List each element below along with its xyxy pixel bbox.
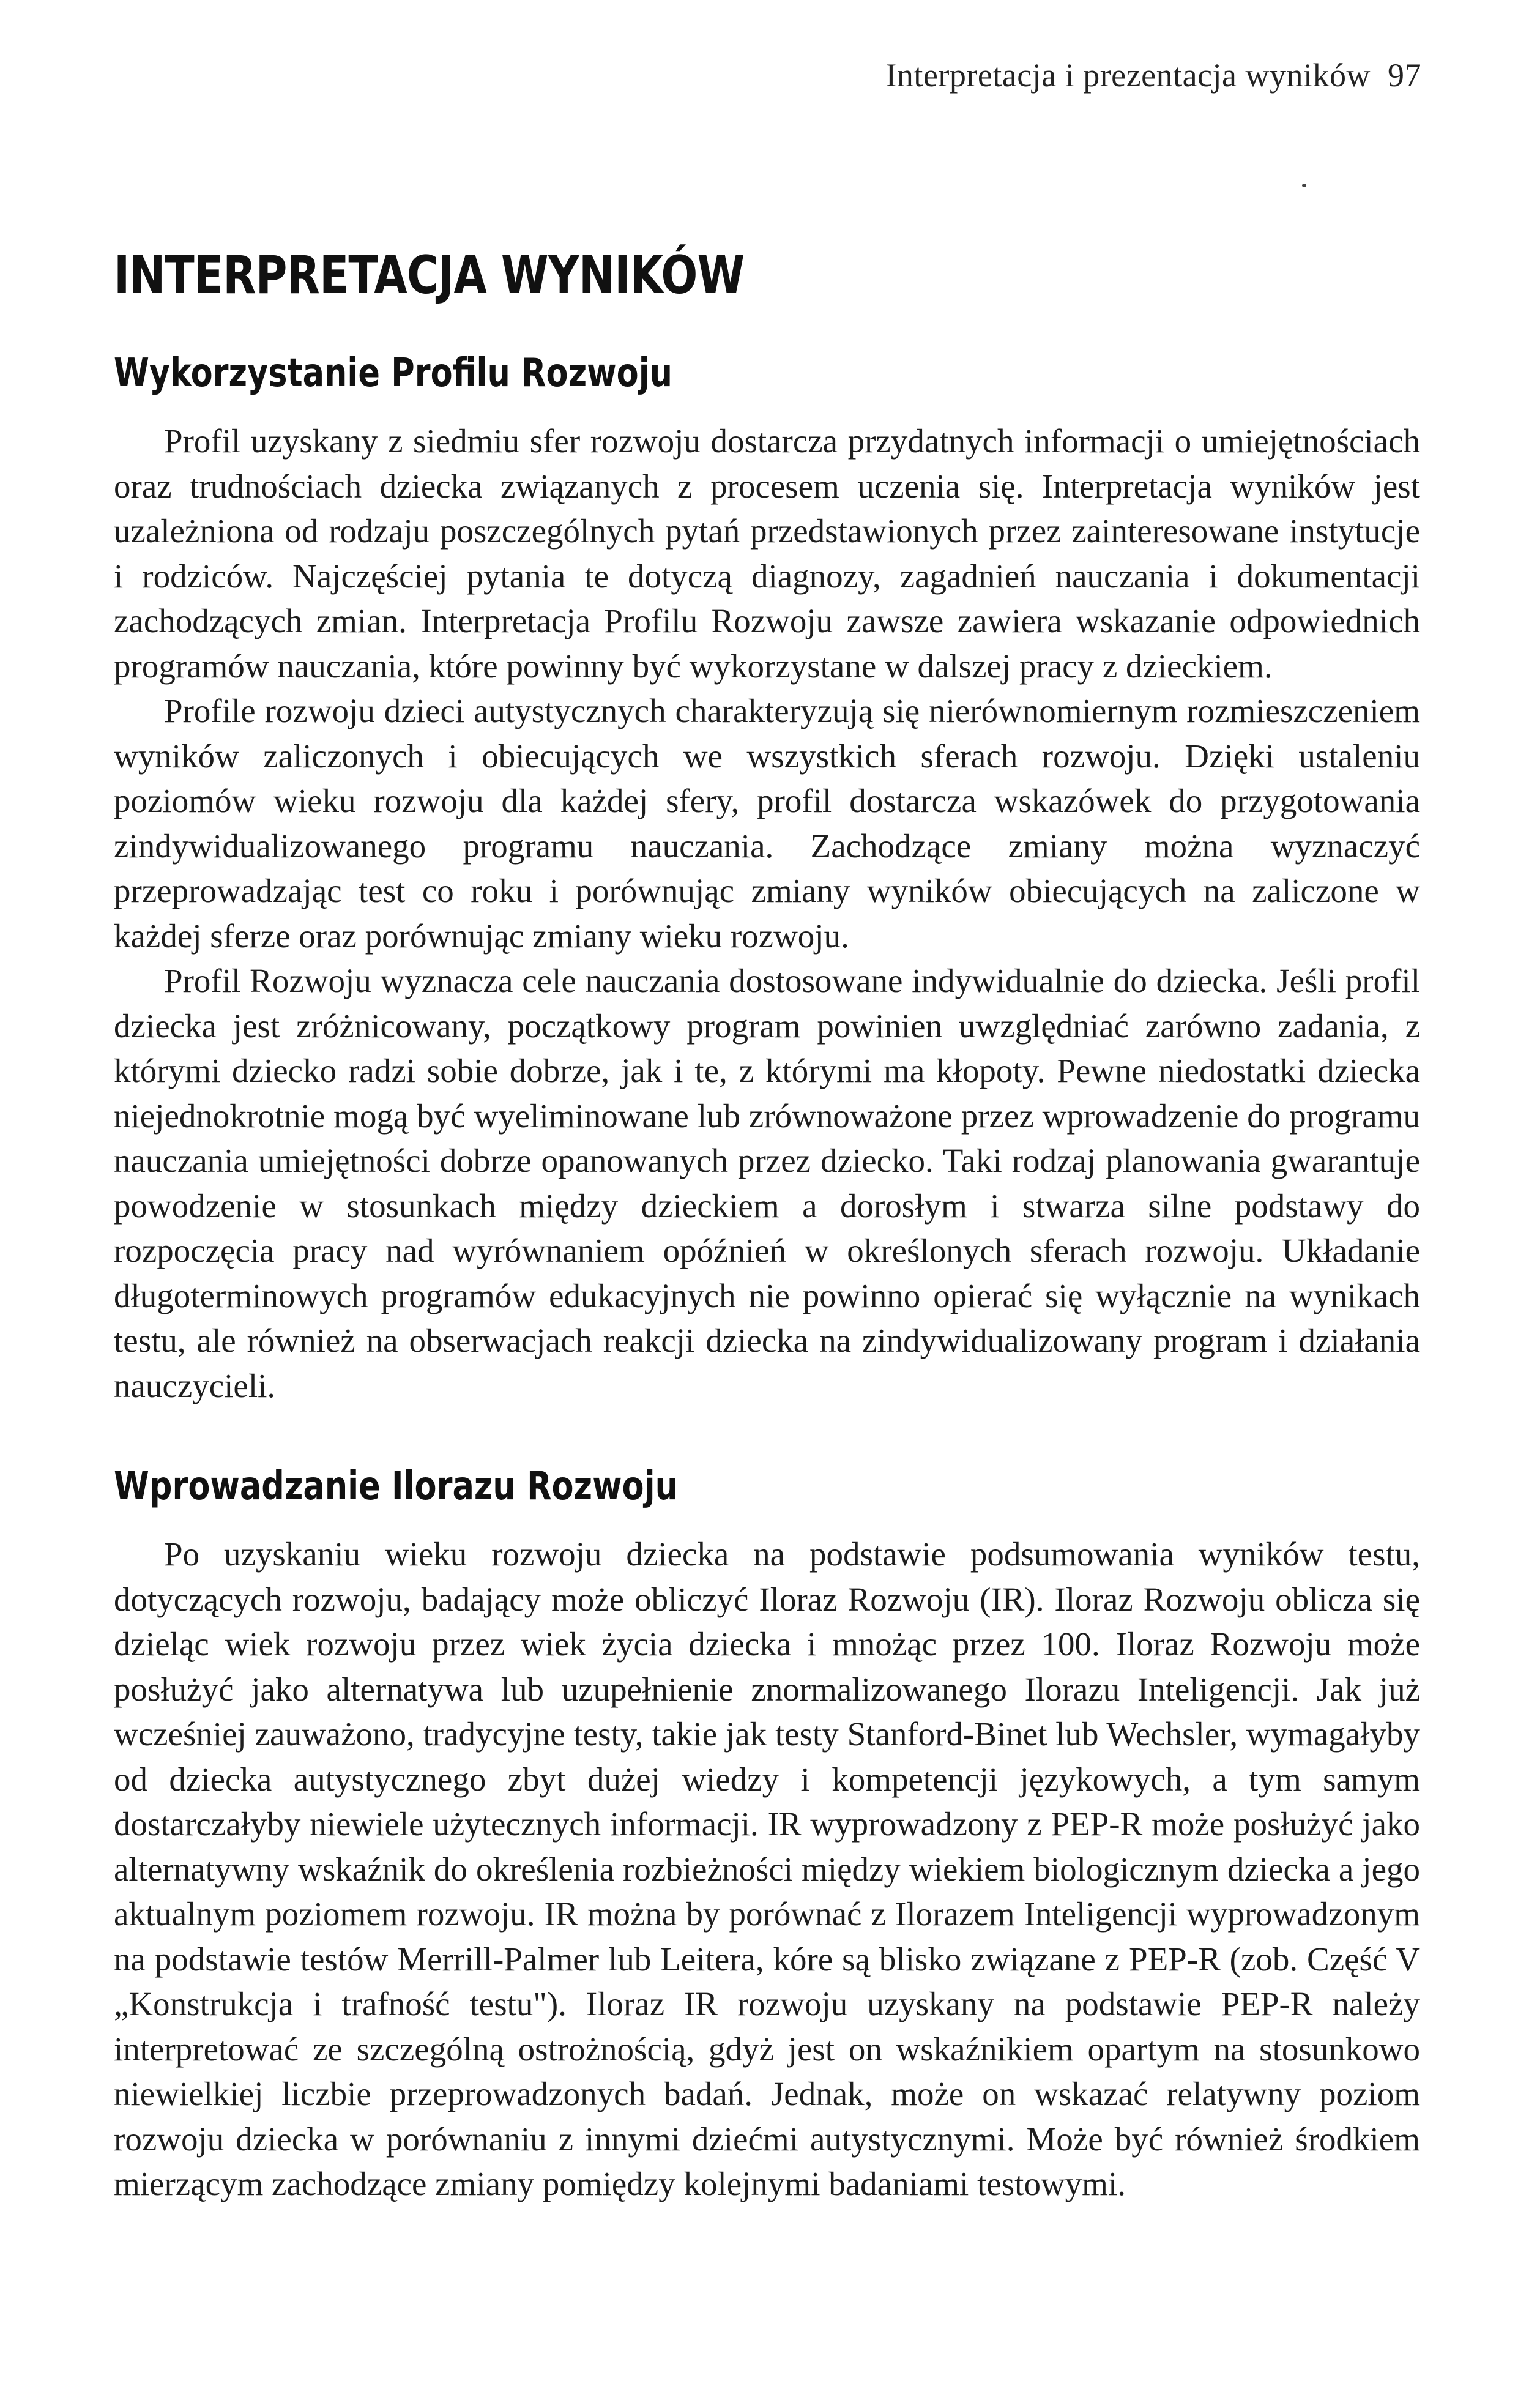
section-body-profile (114, 419, 1420, 1408)
paragraph: Po uzyskaniu wieku rozwoju dziecka na podstawie podsumowania wyników testu, dotyczących rozwoju, badający może obliczyć Iloraz Rozwoju (IR). Iloraz Rozwoju oblicza się dzieląc wiek rozwoju przez wiek życia dziecka i mnożąc przez 100. Iloraz Rozwoju może posłużyć jako alternatywa lub uzupełnienie znormalizowanego Ilorazu Inteligencji. Jak już wcześniej zauważono, tradycyjne testy, takie jak testy Stanford-Binet lub Wechsler, wymagałyby od dziecka autystycznego zbyt dużej wiedzy i kompetencji językowych, a tym samym dostarczałyby niewiele użytecznych informacji. IR wyprowadzony z PEP-R może posłużyć jako alternatywny wskaźnik do określenia rozbieżności między wiekiem biologicznym dziecka a jego aktualnym poziomem rozwoju. IR można by porównać z Ilorazem Inteligencji wyprowadzonym na podstawie testów Merrill-Palmer lub Leitera, kóre są blisko związane z PEP-R (zob. Część V „Konstrukcja i trafność testu"). Iloraz IR rozwoju uzyskany na podstawie PEP-R należy interpretować ze szczególną ostrożnością, gdyż jest on wskaźnikiem opartym na stosunkowo niewielkiej liczbie przeprowadzonych badań. Jednak, może on wskazać relatywny poziom rozwoju dziecka w porównaniu z innymi dziećmi autystycznymi. Może być również środkiem mierzącym zachodzące zmiany pomiędzy kolejnymi badaniami testowymi. (114, 1535, 1420, 2202)
section-body-quotient (114, 1532, 1420, 2207)
paragraph: Profile rozwoju dzieci autystycznych charakteryzują się nierównomiernym rozmieszczeniem wyników zaliczonych i obiecujących we wszystkich sferach rozwoju. Dzięki ustaleniu poziomów wieku rozwoju dla każdej sfery, profil dostarcza wskazówek do przygotowania zindywidualizowanego programu nauczania. Zachodzące zmiany można wyznaczyć przeprowadzając test co roku i porównując zmiany wyników obiecujących na zaliczone w każdej sferze oraz porównując zmiany wieku rozwoju. (114, 692, 1420, 955)
running-title: Interpretacja i prezentacja wyników (885, 57, 1371, 94)
scan-speck (1302, 184, 1306, 187)
chapter-title: INTERPRETACJA WYNIKÓW (114, 245, 745, 306)
page-number: 97 (1388, 57, 1421, 94)
paragraph: Profil uzyskany z siedmiu sfer rozwoju dostarcza przydatnych informacji o umiejętnościach oraz trudnościach dziecka związanych z procesem uczenia się. Interpretacja wyników jest uzależniona od rodzaju poszczególnych pytań przedstawionych przez zainteresowane instytucje i rodziców. Najczęściej pytania te dotyczą diagnozy, zagadnień nauczania i dokumentacji zachodzących zmian. Interpretacja Profilu Rozwoju zawsze zawiera wskazanie odpowiednich programów nauczania, które powinny być wykorzystane w dalszej pracy z dzieckiem. (114, 422, 1420, 685)
page-content (114, 245, 1420, 2207)
section-heading-quotient: Wprowadzanie Ilorazu Rozwoju (114, 1464, 678, 1509)
section-heading-profile: Wykorzystanie Profilu Rozwoju (114, 351, 673, 396)
paragraph: Profil Rozwoju wyznacza cele nauczania dostosowane indywidualnie do dziecka. Jeśli profil dziecka jest zróżnicowany, początkowy program powinien uwzględniać zarówno zadania, z którymi dziecko radzi sobie dobrze, jak i te, z którymi ma kłopoty. Pewne niedostatki dziecka niejednokrotnie mogą być wyeliminowane lub zrównoważone przez wprowadzenie do programu nauczania umiejętności dobrze opanowanych przez dziecko. Taki rodzaj planowania gwarantuje powodzenie w stosunkach między dzieckiem a dorosłym i stwarza silne podstawy do rozpoczęcia pracy nad wyrównaniem opóźnień w określonych sferach rozwoju. Układanie długoterminowych programów edukacyjnych nie powinno opierać się wyłącznie na wynikach testu, ale również na obserwacjach reakcji dziecka na zindywidualizowany program i działania nauczycieli. (114, 962, 1420, 1404)
running-header (885, 56, 1421, 94)
